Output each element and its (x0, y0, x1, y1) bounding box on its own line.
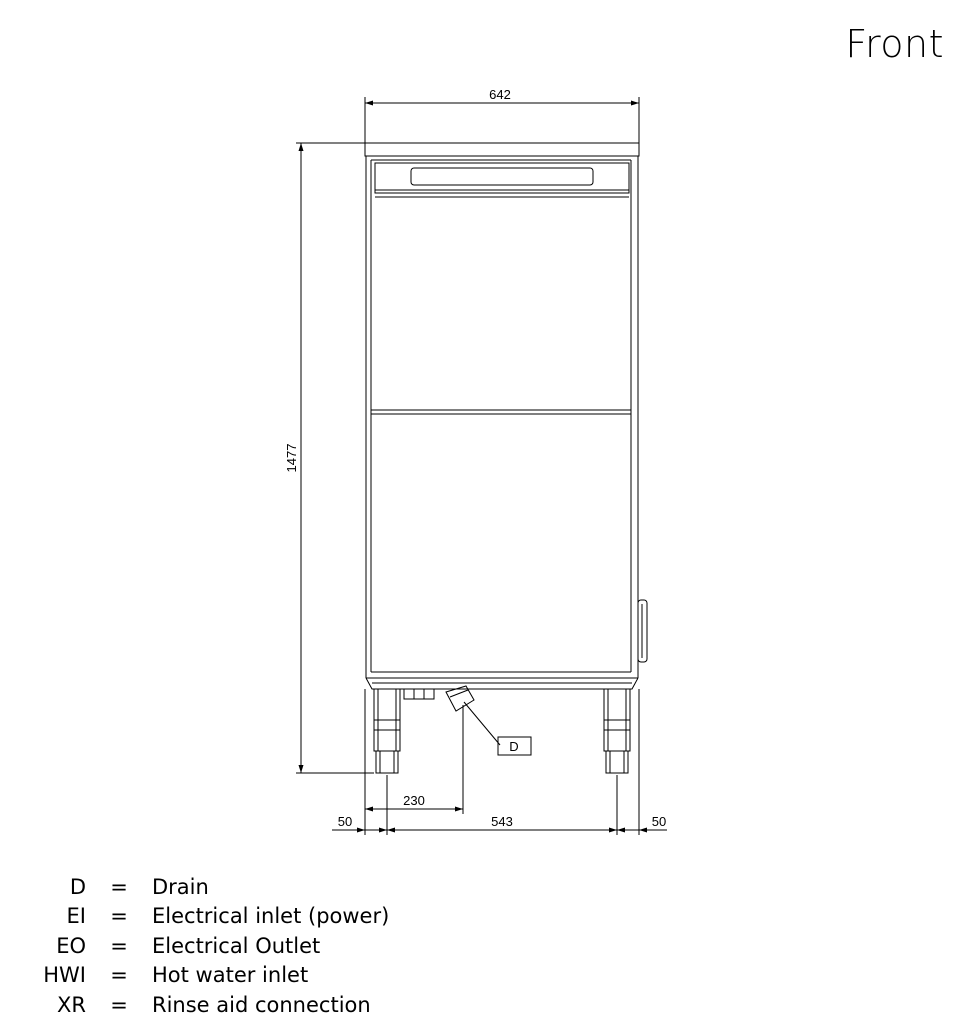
legend-description: Electrical inlet (power) (152, 904, 390, 929)
cabinet-body (366, 156, 638, 678)
leg-offset-right-label: 50 (651, 814, 667, 829)
width-dimension (365, 97, 639, 143)
leg-span-label: 543 (491, 814, 513, 829)
legend-row (30, 990, 389, 1020)
drain-offset-label: 230 (403, 793, 425, 808)
legend-description: Hot water inlet (152, 963, 309, 988)
right-leg (604, 689, 630, 773)
legend-equals: = (110, 904, 128, 929)
legend-equals: = (110, 933, 128, 958)
worktop (365, 143, 639, 156)
control-panel (375, 163, 629, 197)
legend-description: Rinse aid connection (152, 992, 371, 1017)
legend-equals: = (110, 963, 128, 988)
legend-row (30, 961, 389, 991)
legend (30, 872, 389, 1020)
legend-row (30, 931, 389, 961)
height-label: 1477 (284, 443, 299, 473)
legend-row (30, 902, 389, 932)
height-dimension (296, 143, 374, 773)
width-label: 642 (489, 87, 511, 102)
legend-code: D (69, 874, 86, 899)
legend-equals: = (110, 874, 128, 899)
legend-equals: = (110, 992, 128, 1017)
legend-code: XR (57, 992, 86, 1017)
legend-code: HWI (43, 963, 86, 988)
legend-description: Drain (152, 874, 209, 899)
door-handle (411, 168, 593, 185)
legend-row (30, 872, 389, 902)
legend-description: Electrical Outlet (152, 933, 321, 958)
drain-callout-label: D (509, 739, 519, 754)
left-leg (374, 689, 400, 773)
leg-offset-left-label: 50 (337, 814, 353, 829)
legend-code: EO (56, 933, 86, 958)
legend-code: EI (66, 904, 86, 929)
view-title: Front (845, 22, 944, 66)
